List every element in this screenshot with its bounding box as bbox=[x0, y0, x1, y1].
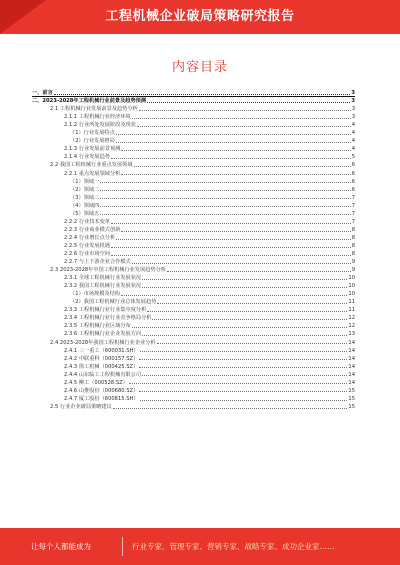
toc-entry[interactable] bbox=[32, 233, 355, 241]
toc-entry[interactable] bbox=[32, 241, 355, 249]
toc-entry-title: 2.2.6 行业市场空间 bbox=[64, 250, 110, 257]
toc-leader-dots bbox=[121, 295, 347, 296]
toc-entry-page: 9 bbox=[351, 267, 355, 274]
toc-entry[interactable] bbox=[32, 225, 355, 233]
toc-leader-dots bbox=[139, 391, 347, 392]
toc-entry[interactable] bbox=[32, 313, 355, 321]
toc-entry-title: 2.3.5 工程机械行业区域分布 bbox=[64, 323, 131, 330]
report-footer bbox=[0, 528, 400, 565]
toc-entry-page: 14 bbox=[348, 379, 355, 386]
toc-entry-title: （2）我国工程机械行业总体发展趋势 bbox=[70, 299, 157, 306]
toc-leader-dots bbox=[142, 335, 347, 336]
toc-entry[interactable] bbox=[32, 217, 355, 225]
toc-leader-dots bbox=[139, 367, 347, 368]
toc-entry-title: 2.3.1 全球工程机械行业发展状况 bbox=[64, 275, 142, 282]
toc-entry-page: 14 bbox=[348, 363, 355, 370]
toc-entry-title: 2.3.3 工程机械行业行业集中度分析 bbox=[64, 307, 147, 314]
toc-entry-page: 8 bbox=[351, 226, 355, 233]
toc-entry-title: 2.4.7 厦工股份（600815.SH） bbox=[64, 395, 139, 402]
toc-entry-page: 7 bbox=[351, 218, 355, 225]
toc-entry-title: 2.2.7 与上下游企业合作模式 bbox=[64, 259, 131, 266]
toc-leader-dots bbox=[121, 231, 350, 232]
toc-entry-page: 10 bbox=[348, 291, 355, 298]
toc-entry-page: 8 bbox=[351, 242, 355, 249]
toc-entry-title: 二、2023-2028年工程机械行业前景及趋势预测 bbox=[32, 98, 147, 105]
toc-leader-dots bbox=[100, 182, 350, 183]
toc-entry-page: 3 bbox=[351, 90, 355, 97]
toc-entry-title: 2.1.2 行业所处发展阶段及现状 bbox=[64, 122, 136, 129]
toc-entry-page: 14 bbox=[348, 339, 355, 346]
toc-leader-dots bbox=[139, 110, 351, 111]
toc-entry[interactable] bbox=[32, 112, 355, 120]
toc-entry-title: 2.2.1 重点发展领域分析 bbox=[64, 170, 121, 177]
toc-leader-dots bbox=[116, 142, 351, 143]
toc-entry[interactable] bbox=[32, 289, 355, 297]
toc-entry-title: （2）行业发展格局 bbox=[70, 138, 115, 145]
toc-entry-title: 2.2.5 行业发展机遇 bbox=[64, 242, 110, 249]
toc-entry[interactable] bbox=[32, 120, 355, 128]
toc-entry[interactable] bbox=[32, 160, 355, 168]
toc-entry-page: 7 bbox=[351, 202, 355, 209]
toc-entry-page: 4 bbox=[351, 130, 355, 137]
toc-entry-page: 10 bbox=[348, 283, 355, 290]
toc-entry-page: 4 bbox=[351, 138, 355, 145]
toc-leader-dots bbox=[121, 174, 350, 175]
toc-leader-dots bbox=[147, 102, 350, 103]
toc-entry[interactable] bbox=[32, 297, 355, 305]
toc-entry[interactable] bbox=[32, 386, 355, 394]
toc-entry[interactable] bbox=[32, 370, 355, 378]
toc-leader-dots bbox=[100, 214, 350, 215]
toc-entry[interactable] bbox=[32, 88, 355, 96]
toc-entry-title: （2）领域二 bbox=[70, 186, 100, 193]
toc-entry-title: 2.4.5 柳工（000528.SZ） bbox=[64, 379, 128, 386]
toc-entry-page: 13 bbox=[348, 331, 355, 338]
toc-leader-dots bbox=[100, 198, 350, 199]
toc-leader-dots bbox=[137, 126, 351, 127]
toc-entry[interactable] bbox=[32, 362, 355, 370]
toc-entry-page: 3 bbox=[351, 106, 355, 113]
toc-entry-title: （1）市场规模及结构 bbox=[70, 291, 120, 298]
toc-leader-dots bbox=[116, 239, 351, 240]
toc-entry-page: 10 bbox=[348, 275, 355, 282]
toc-entry[interactable] bbox=[32, 321, 355, 329]
toc-entry-page: 6 bbox=[351, 162, 355, 169]
toc-entry[interactable] bbox=[32, 168, 355, 176]
toc-entry-title: 2.1.3 行业发展前景预测 bbox=[64, 146, 121, 153]
toc-entry-page: 8 bbox=[351, 234, 355, 241]
toc-entry-title: 2.1 工程机械行业发展前景及趋势分析 bbox=[50, 106, 138, 113]
toc-entry-title: （1）领域一 bbox=[70, 178, 100, 185]
toc-entry-page: 11 bbox=[348, 299, 355, 306]
toc-entry-title: 2.2.3 行业商业模式创新 bbox=[64, 226, 121, 233]
toc-entry[interactable] bbox=[32, 201, 355, 209]
toc-leader-dots bbox=[121, 150, 350, 151]
toc-entry[interactable] bbox=[32, 152, 355, 160]
toc-entry-title: （5）领域五 bbox=[70, 210, 100, 217]
toc-entry[interactable] bbox=[32, 257, 355, 265]
toc-leader-dots bbox=[139, 359, 347, 360]
toc-entry-page: 14 bbox=[348, 355, 355, 362]
toc-leader-dots bbox=[132, 327, 348, 328]
toc-entry-page: 15 bbox=[348, 387, 355, 394]
toc-leader-dots bbox=[147, 311, 347, 312]
footer-slogan: 让每个人都能成为 bbox=[31, 542, 91, 551]
toc-leader-dots bbox=[134, 166, 351, 167]
toc-leader-dots bbox=[157, 343, 348, 344]
toc-entry-page: 14 bbox=[348, 347, 355, 354]
toc-entry-page: 3 bbox=[351, 98, 355, 105]
toc-leader-dots bbox=[132, 263, 351, 264]
toc-entry[interactable] bbox=[32, 209, 355, 217]
toc-entry[interactable] bbox=[32, 128, 355, 136]
toc-entry[interactable] bbox=[32, 354, 355, 362]
toc-entry-title: （4）领域四 bbox=[70, 202, 100, 209]
toc-entry-page: 11 bbox=[348, 307, 355, 314]
toc-entry-page: 5 bbox=[351, 154, 355, 161]
toc-entry-title: 2.2.2 行业技术变革 bbox=[64, 218, 110, 225]
toc-entry-title: 一、前言 bbox=[32, 90, 53, 97]
toc-entry[interactable] bbox=[32, 144, 355, 152]
toc-entry-title: 2.3 2023-2028年中国工程机械行业发展趋势分析 bbox=[50, 267, 166, 274]
footer-divider bbox=[122, 537, 123, 556]
toc-entry-page: 12 bbox=[348, 323, 355, 330]
toc-entry-page: 15 bbox=[348, 403, 355, 410]
toc-leader-dots bbox=[152, 319, 347, 320]
toc-entry-title: 2.3.2 我国工程机械行业发展状况 bbox=[64, 283, 142, 290]
toc-entry-title: （3）领域三 bbox=[70, 194, 100, 201]
toc-entry-title: 2.2 我国工程机械行业重点发展领域 bbox=[50, 162, 133, 169]
toc-entry-page: 6 bbox=[351, 170, 355, 177]
toc-entry[interactable] bbox=[32, 402, 355, 410]
toc-entry-title: 2.2.4 行业增长点分析 bbox=[64, 234, 116, 241]
toc-entry[interactable] bbox=[32, 329, 355, 337]
toc-leader-dots bbox=[167, 271, 351, 272]
toc-entry-title: 2.4 2023-2028年我国工程机械行业企业分析 bbox=[50, 339, 156, 346]
toc-leader-dots bbox=[116, 134, 351, 135]
toc-entry[interactable] bbox=[32, 265, 355, 273]
toc-entry-page: 6 bbox=[351, 186, 355, 193]
toc-entry[interactable] bbox=[32, 96, 355, 104]
toc-leader-dots bbox=[111, 247, 351, 248]
toc-title: 内容目录 bbox=[171, 60, 228, 75]
toc-leader-dots bbox=[142, 287, 347, 288]
toc-entry-page: 4 bbox=[351, 122, 355, 129]
toc-entry-title: 2.4.3 徐工机械（000425.SZ） bbox=[64, 363, 139, 370]
toc-entry[interactable] bbox=[32, 249, 355, 257]
toc-entry-title: 2.3.6 工程机械行业企业发展方向 bbox=[64, 331, 142, 338]
table-of-contents bbox=[32, 88, 355, 410]
toc-entry[interactable] bbox=[32, 337, 355, 345]
toc-entry[interactable] bbox=[32, 136, 355, 144]
toc-entry-title: 2.4.6 山推股份（000680.SZ） bbox=[64, 387, 139, 394]
toc-entry-page: 3 bbox=[351, 114, 355, 121]
toc-leader-dots bbox=[142, 279, 347, 280]
toc-leader-dots bbox=[140, 351, 348, 352]
toc-entry[interactable] bbox=[32, 185, 355, 193]
toc-entry-page: 15 bbox=[348, 395, 355, 402]
toc-entry[interactable] bbox=[32, 281, 355, 289]
toc-entry-title: （1）行业发展特点 bbox=[70, 130, 115, 137]
toc-leader-dots bbox=[140, 400, 348, 401]
toc-entry[interactable] bbox=[32, 193, 355, 201]
toc-leader-dots bbox=[132, 118, 351, 119]
toc-entry-page: 14 bbox=[348, 371, 355, 378]
toc-entry[interactable] bbox=[32, 346, 355, 354]
toc-entry-title: 2.4.1 三一重工（600031.SH） bbox=[64, 347, 139, 354]
report-title: 工程机械企业破局策略研究报告 bbox=[105, 9, 295, 24]
toc-leader-dots bbox=[142, 375, 347, 376]
toc-leader-dots bbox=[111, 158, 351, 159]
toc-leader-dots bbox=[157, 303, 347, 304]
toc-leader-dots bbox=[100, 206, 350, 207]
toc-entry-page: 7 bbox=[351, 194, 355, 201]
toc-leader-dots bbox=[113, 408, 348, 409]
footer-tagline: 行业专家、管理专家、营销专家、战略专家、成功企业家…… bbox=[132, 542, 335, 551]
toc-entry-title: 2.4.2 中联重科（000157.SZ） bbox=[64, 355, 139, 362]
toc-leader-dots bbox=[111, 223, 351, 224]
report-header bbox=[0, 0, 400, 34]
toc-leader-dots bbox=[54, 94, 351, 95]
toc-entry[interactable] bbox=[32, 305, 355, 313]
toc-leader-dots bbox=[111, 255, 351, 256]
toc-leader-dots bbox=[129, 383, 347, 384]
toc-entry[interactable] bbox=[32, 104, 355, 112]
toc-entry-page: 8 bbox=[351, 250, 355, 257]
toc-entry-title: 2.4.4 山东临工工程机械有限公司 bbox=[64, 371, 142, 378]
toc-entry-page: 12 bbox=[348, 315, 355, 322]
toc-entry-title: 2.5 行业企业破局策略建议 bbox=[50, 403, 112, 410]
toc-entry[interactable] bbox=[32, 378, 355, 386]
toc-entry-title: 2.1.4 行业发展趋势 bbox=[64, 154, 110, 161]
toc-entry-page: 6 bbox=[351, 178, 355, 185]
toc-entry-page: 7 bbox=[351, 210, 355, 217]
toc-leader-dots bbox=[100, 190, 350, 191]
toc-entry-page: 4 bbox=[351, 146, 355, 153]
toc-entry[interactable] bbox=[32, 273, 355, 281]
toc-entry-title: 2.1.1 工程机械行业经济环境 bbox=[64, 114, 131, 121]
toc-entry[interactable] bbox=[32, 394, 355, 402]
toc-entry[interactable] bbox=[32, 177, 355, 185]
toc-entry-page: 9 bbox=[351, 259, 355, 266]
toc-entry-title: 2.3.4 工程机械行业行业竞争格局分析 bbox=[64, 315, 152, 322]
